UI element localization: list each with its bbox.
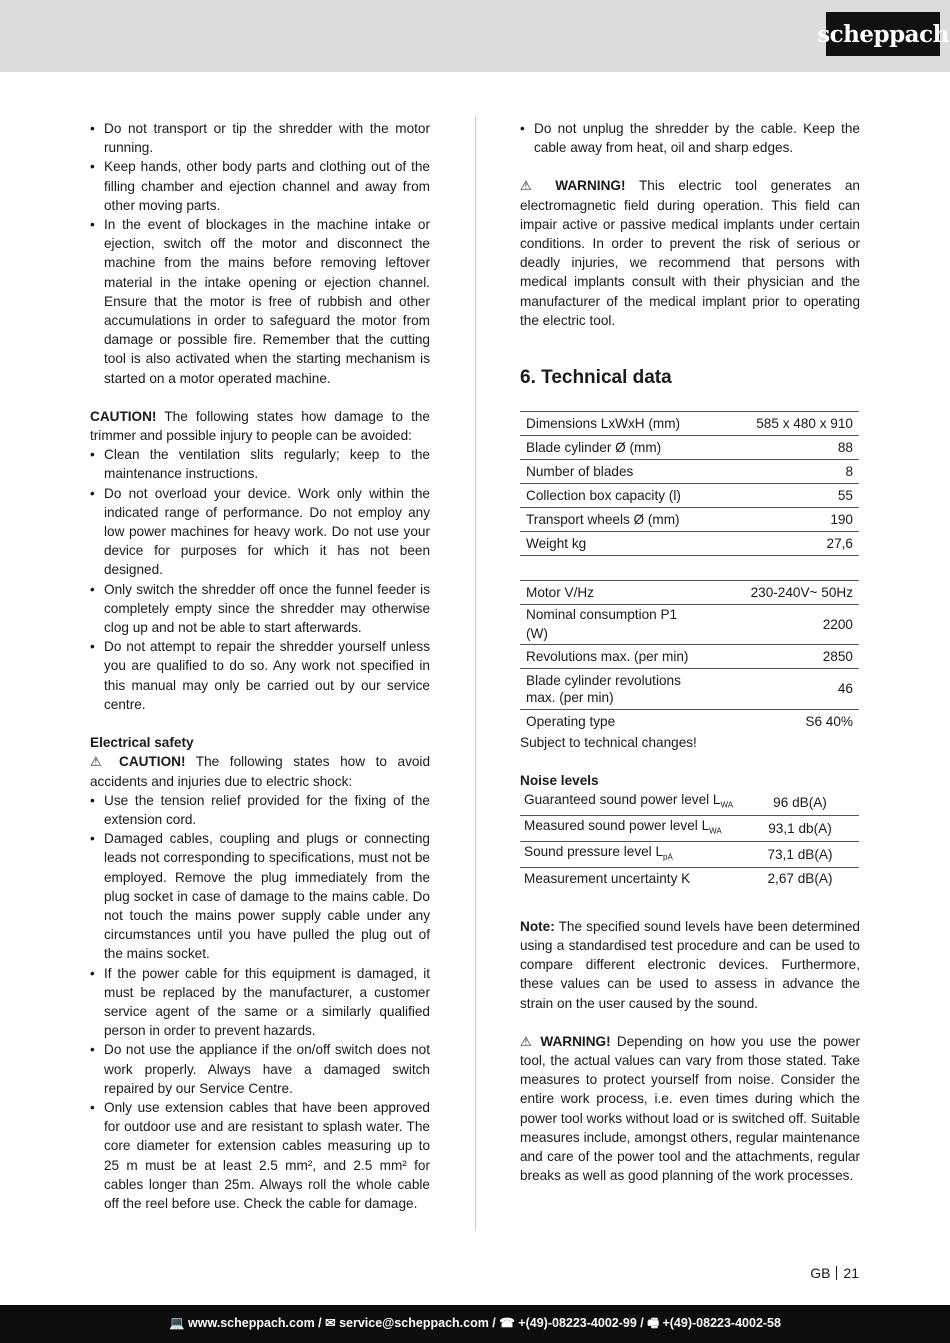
page-number	[810, 1265, 859, 1281]
noise-table	[520, 790, 859, 889]
emf-warning-paragraph	[520, 176, 860, 330]
spec-label: Collection box capacity (l)	[520, 484, 725, 508]
table-row	[520, 581, 859, 605]
spec-value: 27,6	[725, 532, 859, 556]
warning-label: WARNING!	[540, 1033, 611, 1049]
list-item: • Do not attempt to repair the shredder yourself unless you are qualified to do so. Any work not specified in this manual may only be carried out by our service centre.	[90, 637, 430, 714]
spec-label: Number of blades	[520, 460, 725, 484]
spec-value: S6 40%	[805, 713, 853, 729]
noise-value: 2,67 dB(A)	[767, 870, 833, 886]
spec-label: Dimensions LxWxH (mm)	[520, 412, 725, 436]
warning-icon: ⚠	[90, 754, 109, 770]
table-row	[520, 460, 859, 484]
electrical-safety-heading: Electrical safety	[90, 735, 194, 751]
table-row	[520, 605, 859, 644]
table-row	[520, 436, 859, 460]
spec-label: Operating type	[526, 713, 616, 729]
noise-value: 93,1 db(A)	[741, 815, 859, 841]
table-row	[520, 709, 859, 733]
safety-list-3	[520, 119, 860, 157]
spec-value: 46	[702, 668, 859, 709]
table-row	[520, 867, 859, 889]
table-row	[520, 532, 859, 556]
safety-list-2	[90, 445, 430, 714]
table-row	[520, 508, 859, 532]
note-paragraph	[520, 917, 860, 1013]
noise-label: Sound pressure level $L_{pA}$	[520, 841, 741, 867]
spec-label: Revolutions max. (per min)	[520, 644, 702, 668]
spec-label: Motor V/Hz	[520, 581, 702, 605]
list-item: • In the event of blockages in the machine intake or ejection, switch off the motor and disconnect the machine from the mains before removing leftover material in the intake opening or ejection channel. Ensure that the motor is free of rubbish and other accumulations in order to safeguard the motor from damage or possible fire. Remember that the cutting tool is also activated when the starting mechanism is started on a motor operated machine.	[90, 215, 430, 388]
warning-text: Depending on how you use the power tool, the actual values can vary from those stated. Take measures to protect yourself from noise. Consider the entire work process, i.e. even times during which the power tool works without load or is switched off. Suitable measures include, amongst others, regular maintenance and care of the power tool and the attachments, regular breaks as well as good planning of the work processes.	[520, 1033, 861, 1184]
table-row	[520, 841, 859, 867]
caution-label: CAUTION!	[90, 408, 157, 424]
list-item: • Damaged cables, coupling and plugs or connecting leads not corresponding to specifications, must not be employed. Remove the plug immediately from the plug socket in case of damage to the mains cable. Do not touch the mains power supply cable under any circumstances until you have pulled the plug out of the mains socket.	[90, 829, 430, 963]
caution-paragraph	[90, 407, 430, 445]
note-label: Note:	[520, 918, 555, 934]
warning-icon: ⚠	[520, 1033, 535, 1049]
electrical-list	[90, 791, 430, 1213]
spec-label: Nominal consumption P1 (W)	[520, 605, 702, 644]
caution-label: CAUTION!	[119, 754, 186, 770]
language-code: GB	[810, 1265, 831, 1281]
noise-label: Measurement uncertainty K	[524, 870, 691, 886]
list-item: • Only use extension cables that have been approved for outdoor use and are resistant to splash water. The core diameter for extension cables measuring up to 25 m must be at least 2.5 mm², and 2.5 mm² for cables longer than 25m. Always roll the whole cable off the reel before use. Check the cable for damage.	[90, 1098, 430, 1213]
noise-warning-paragraph	[520, 1032, 860, 1186]
spec-value: 2850	[702, 644, 859, 668]
right-column	[520, 119, 860, 1185]
spec-value: 585 x 480 x 910	[725, 412, 859, 436]
spec-value: 8	[725, 460, 859, 484]
noise-label: Measured sound power level $L_{WA}$	[520, 815, 741, 841]
warning-icon: ⚠	[520, 178, 542, 194]
warning-text: This electric tool generates an electromagnetic field during operation. This field can impair active or passive medical implants under certain conditions. In order to prevent the risk of serious or deadly injuries, we recommend that persons with medical implants consult with their physician and the manufacturer of the medical implant prior to operating the electric tool.	[520, 178, 860, 328]
electrical-caution-paragraph	[90, 752, 430, 790]
list-item: • Do not use the appliance if the on/off switch does not work properly. Always have a damaged switch repaired by our Service Centre.	[90, 1040, 430, 1098]
spec-label: Blade cylinder revolutions max. (per min)	[520, 668, 702, 709]
brand-logo: scheppach	[826, 12, 940, 56]
spec-value: 55	[725, 484, 859, 508]
spec-value: 2200	[702, 605, 859, 644]
warning-label: WARNING!	[555, 178, 626, 194]
spec-value: 230-240V~ 50Hz	[702, 581, 859, 605]
table-row	[520, 484, 859, 508]
list-item: • Do not unplug the shredder by the cable. Keep the cable away from heat, oil and sharp edges.	[520, 119, 860, 157]
spec-table-1	[520, 411, 859, 556]
list-item: • Clean the ventilation slits regularly; keep to the maintenance instructions.	[90, 445, 430, 483]
note-text: The specified sound levels have been determined using a standardised test procedure and can be used to compare different electronic devices. Furthermore, these values can be used to assess in advance the strain on the user caused by the sound.	[520, 918, 860, 1011]
spec-value: 190	[725, 508, 859, 532]
list-item: • Use the tension relief provided for the fixing of the extension cord.	[90, 791, 430, 829]
spec-label: Blade cylinder Ø (mm)	[520, 436, 725, 460]
column-divider	[475, 116, 476, 1231]
spec-label: Transport wheels Ø (mm)	[520, 508, 725, 532]
page-header	[0, 0, 950, 72]
list-item: • If the power cable for this equipment is damaged, it must be replaced by the manufacturer, a customer service agent of the same or a similarly qualified person in order to prevent hazards.	[90, 964, 430, 1041]
noise-value: 73,1 dB(A)	[741, 841, 859, 867]
table-row	[520, 412, 859, 436]
spec-label: Weight kg	[520, 532, 725, 556]
caution-text: The following states how to avoid accidents and injuries due to electric shock:	[90, 754, 431, 789]
noise-heading: Noise levels	[520, 772, 599, 788]
left-column	[90, 119, 430, 1213]
contact-footer	[0, 1305, 950, 1343]
list-item: • Do not overload your device. Work only within the indicated range of performance. Do not employ any low power machines for heavy work. Do not use your device for purposes for which it has not been designed.	[90, 484, 430, 580]
noise-label: Guaranteed sound power level $L_{WA}$	[520, 790, 741, 815]
list-item: • Do not transport or tip the shredder with the motor running.	[90, 119, 430, 157]
section-title: 6. Technical data	[520, 367, 672, 389]
caution-text: The following states how damage to the trimmer and possible injury to people can be avoided:	[90, 408, 430, 444]
footer-contact-text: 💻 www.scheppach.com / ✉ service@scheppach.com / ☎ +(49)-08223-4002-99 / 🖷 +(49)-08223-4002-58	[169, 1315, 781, 1330]
safety-list-1	[90, 119, 430, 388]
table-row	[520, 644, 859, 668]
subject-note: Subject to technical changes!	[520, 734, 697, 750]
page-number-value: 21	[843, 1265, 859, 1281]
table-row	[520, 815, 859, 841]
table-row	[520, 668, 859, 709]
spec-value: 88	[725, 436, 859, 460]
list-item: • Only switch the shredder off once the funnel feeder is completely empty since the shredder may otherwise clog up and not be able to start afterwards.	[90, 580, 430, 638]
list-item: • Keep hands, other body parts and clothing out of the filling chamber and ejection channel and away from other moving parts.	[90, 157, 430, 215]
table-row	[520, 790, 859, 815]
noise-value: 96 dB(A)	[741, 790, 859, 815]
spec-table-2	[520, 580, 859, 732]
